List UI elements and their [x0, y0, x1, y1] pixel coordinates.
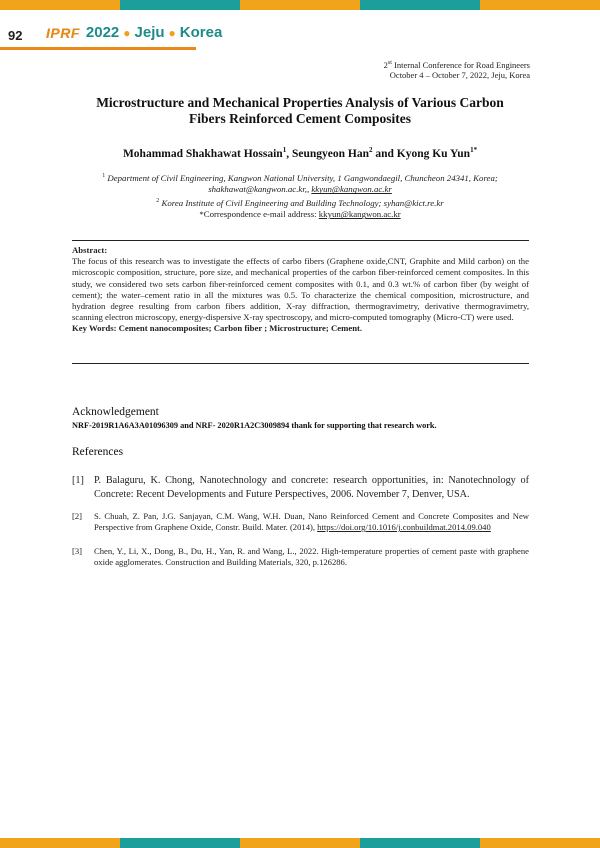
abstract-heading: Abstract: [72, 245, 108, 255]
acknowledgement-body: NRF-2019R1A6A3A01096309 and NRF- 2020R1A2C3009894 thank for supporting that research work. [72, 421, 437, 430]
page-number: 92 [8, 28, 23, 43]
logo-dot-icon: ● [168, 25, 176, 40]
logo-country: Korea [179, 24, 223, 41]
affiliation-2: $^2$ Korea Institute of Civil Engineering and Building Technology; syhan@kict.re.kr [156, 197, 444, 208]
stripe-segment [240, 838, 360, 848]
conference-line-1: 2st Internal Conference for Road Engineers [383, 59, 530, 70]
stripe-segment [480, 0, 600, 10]
email-link[interactable]: kkyun@kangwon.ac.kr [311, 184, 392, 195]
logo-dot-icon: ● [123, 25, 131, 40]
references-heading: References [72, 446, 124, 458]
abstract-top-rule [72, 240, 529, 241]
stripe-segment [0, 838, 120, 848]
author-list: Mohammad Shakhawat Hossain$^1$, Seungyeon Han$^2$ and Kyong Ku Yun$^{1*}$ [122, 146, 478, 160]
stripe-segment [480, 838, 600, 848]
stripe-segment [360, 838, 480, 848]
stripe-segment [120, 838, 240, 848]
conference-info [384, 58, 530, 81]
bottom-color-stripe [0, 838, 600, 848]
affiliations [70, 171, 530, 221]
author-name: Seungyeon Han [291, 147, 369, 160]
logo-city: Jeju [134, 24, 165, 41]
abstract-bottom-rule [72, 363, 529, 364]
logo-year: 2022 [85, 24, 120, 41]
reference-item [72, 511, 529, 533]
reference-text: P. Balaguru, K. Chong, Nanotechnology and concrete: research opportunities, in: Nanotechnology of Concrete: Recent Developments and Future Perspectives, 2006. November 7, Denver, USA. [94, 475, 529, 500]
reference-text: Chen, Y., Li, X., Dong, B., Du, H., Yan, R. and Wang, L., 2022. High-temperature properties of cement paste with graphene oxide agglomerates. Construction and Building Materials, 320, p.126286. [94, 546, 529, 568]
affiliation-1-emails: shakhawat@kangwon.ac.kr,, kkyun@kangwon.ac.kr [208, 184, 392, 195]
top-color-stripe [0, 0, 600, 10]
header-underline [0, 47, 196, 50]
abstract-section [72, 245, 529, 335]
conference-line-2: October 4 – October 7, 2022, Jeju, Korea [389, 70, 530, 81]
reference-number: [2] [72, 511, 83, 521]
keywords: Key Words: Cement nanocomposites; Carbon fiber ; Microstructure; Cement. [72, 323, 363, 334]
reference-text: S. Chuah, Z. Pan, J.G. Sanjayan, C.M. Wang, W.H. Duan, Nano Reinforced Cement and Concrete Composites and New Perspective from Graphene Oxide, Constr. Build. Mater. (2014), https://doi.org/10.1016/j.conbuildmat.2014.09.040 [94, 511, 529, 533]
acknowledgement-heading: Acknowledgement [72, 406, 159, 418]
conference-logo [44, 24, 222, 41]
stripe-segment [120, 0, 240, 10]
author-name: Kyong Ku Yun [396, 147, 471, 160]
reference-number: [3] [72, 546, 83, 556]
reference-item [72, 474, 529, 501]
stripe-segment [240, 0, 360, 10]
correspondence-email-link[interactable]: kkyun@kangwon.ac.kr [318, 209, 401, 220]
logo-mark: IPRF [46, 24, 80, 41]
paper-title: Microstructure and Mechanical Properties Analysis of Various Carbon Fibers Reinforced Cement Composites [96, 95, 504, 126]
stripe-segment [0, 0, 120, 10]
doi-link[interactable]: https://doi.org/10.1016/j.conbuildmat.2014.09.040 [317, 522, 491, 533]
affiliation-1: $^1$ Department of Civil Engineering, Kangwon National University, 1 Gangwondaegil, Chuncheon 24341, Korea; [102, 172, 498, 183]
reference-number: [1] [72, 475, 84, 486]
correspondence: *Correspondence e-mail address: kkyun@kangwon.ac.kr [199, 209, 401, 220]
reference-item [72, 546, 529, 568]
author-name: Mohammad Shakhawat Hossain [122, 147, 283, 160]
stripe-segment [360, 0, 480, 10]
page-header [0, 14, 600, 50]
abstract-body: The focus of this research was to investigate the effects of carbo fibers (Graphene oxide,CNT, Graphite and Mild carbon) on the microscopic composition, structure, pore size, and mechanical properties of the carbon fiber-reinforced cement composites. In this study, we considered two sets carbon fiber-reinforced cement composites with 0.1, and 0.3 wt.% of carbon fiber (by weight of cement); the water–cement ratio in all the mixtures was 0.5. To characterize the chemical composition, microstructure, and hydration degree resulting from carbon fibers addition, X-ray diffraction, thermogravimetry, derivative thermogravimetry, scanning electron microscopy, energy-dispersive X-ray spectroscopy, and micro-computed tomography (Micro-CT) were used. [72, 256, 529, 323]
